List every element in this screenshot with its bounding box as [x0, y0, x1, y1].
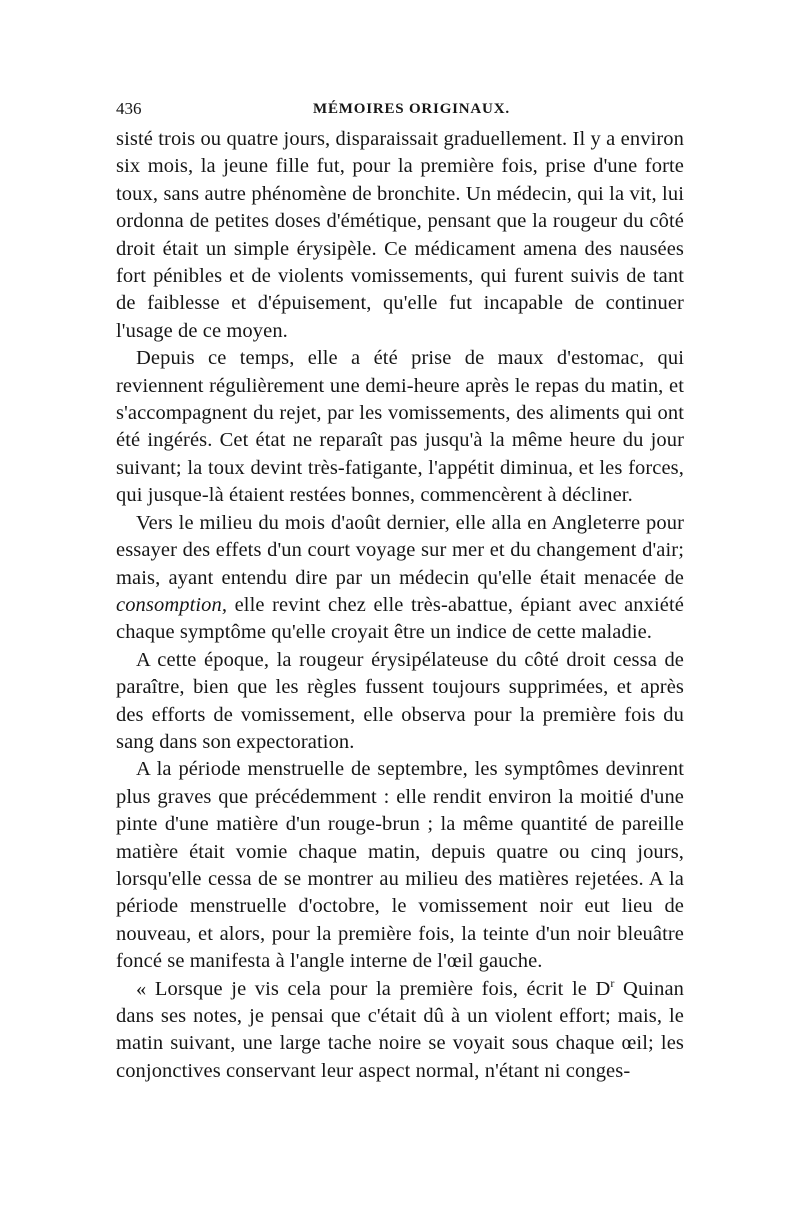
superscript-abbreviation: r	[610, 975, 615, 990]
paragraph-text: Quinan dans ses notes, je pensai que c'était dû à un violent effort; mais, le matin suivant, une large tache noire se voyait sous chaque œil; les conjonctives conservant leur aspect normal, n'étant ni conges-	[116, 977, 684, 1082]
italic-term: consomption,	[116, 593, 228, 616]
page-number: 436	[116, 99, 142, 118]
page-header-title: MÉMOIRES ORIGINAUX.	[313, 101, 510, 117]
paragraph	[116, 510, 684, 647]
paragraph: A cette époque, la rougeur érysipélateuse du côté droit cessa de paraître, bien que les règles fussent toujours supprimées, et après des efforts de vomissement, elle observa pour la première fois du sang dans son expectoration.	[116, 648, 684, 753]
paragraph-quote	[116, 976, 684, 1086]
running-head	[116, 98, 684, 120]
paragraph: Depuis ce temps, elle a été prise de maux d'estomac, qui reviennent régulièrement une demi-heure après le repas du matin, et s'accompagnent du rejet, par les vomissements, des aliments qui ont été ingérés. Cet état ne reparaît pas jusqu'à la même heure du jour suivant; la toux devint très-fatigante, l'appétit diminua, et les forces, qui jusque-là étaient restées bonnes, commencèrent à décliner.	[116, 347, 684, 507]
body-text	[116, 126, 684, 1085]
paragraph: A la période menstruelle de septembre, les symptômes devinrent plus graves que précédemment : elle rendit environ la moitié d'une pinte d'une matière d'un rouge-brun ; la même quantité de pareille matière était vomie chaque matin, depuis quatre ou cinq jours, lorsqu'elle cessa de se montrer au milieu des matières rejetées. A la période menstruelle d'octobre, le vomissement noir eut lieu de nouveau, et alors, pour la première fois, la teinte d'un noir bleuâtre foncé se manifesta à l'angle interne de l'œil gauche.	[116, 758, 684, 973]
paragraph-text: elle revint chez elle très-abattue, épiant avec anxiété chaque symptôme qu'elle croyait être un indice de cette maladie.	[116, 593, 684, 644]
paragraph-text: Vers le milieu du mois d'août dernier, elle alla en Angleterre pour essayer des effets d'un court voyage sur mer et du changement d'air; mais, ayant entendu dire par un médecin qu'elle était menacée de	[116, 511, 684, 589]
paragraph-text: « Lorsque je vis cela pour la première fois, écrit le D	[136, 977, 611, 1000]
paragraph-continued: sisté trois ou quatre jours, disparaissait graduellement. Il y a environ six mois, la jeune fille fut, pour la première fois, prise d'une forte toux, sans autre phénomène de bronchite. Un médecin, qui la vit, lui ordonna de petites doses d'émétique, pensant que la rougeur du côté droit était un simple érysipèle. Ce médicament amena des nausées fort pénibles et de violents vomissements, qui furent suivis de tant de faiblesse et d'épuisement, qu'elle fut incapable de continuer l'usage de ce moyen.	[116, 128, 684, 342]
